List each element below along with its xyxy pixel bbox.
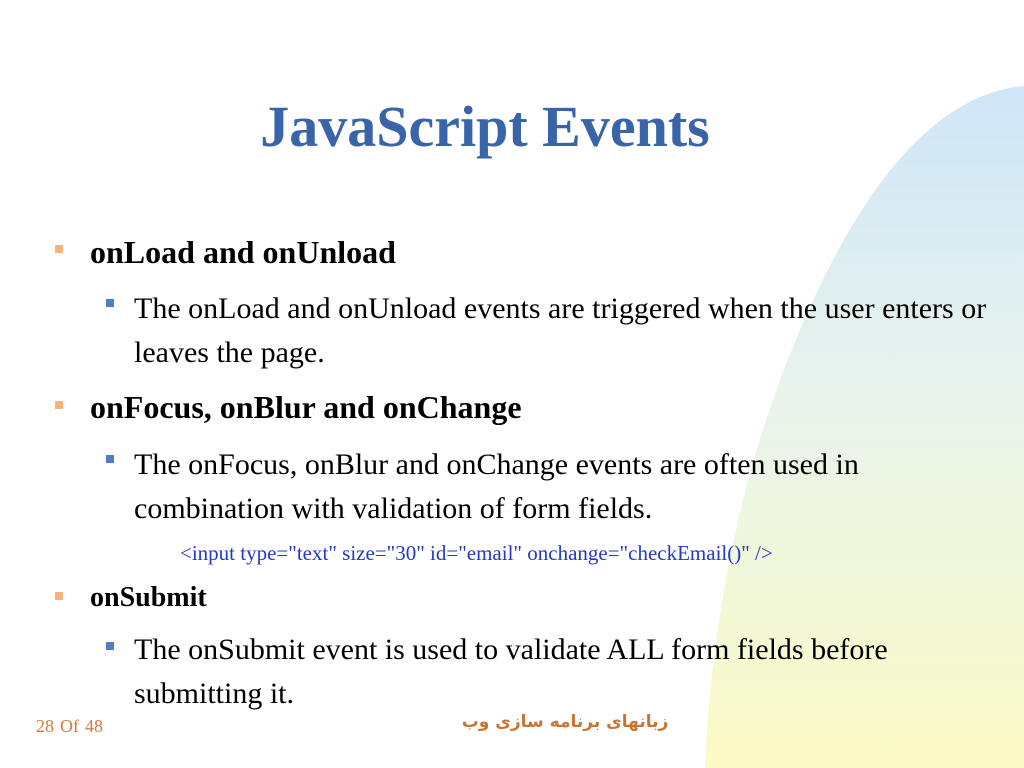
bullet-icon xyxy=(55,401,63,409)
bullet-heading-onload: onLoad and onUnload xyxy=(90,234,396,270)
bullet-icon xyxy=(55,245,63,253)
bullet-heading-onfocus: onFocus, onBlur and onChange xyxy=(90,389,522,425)
bullet-icon xyxy=(55,592,63,600)
bullet-text-onfocus: The onFocus, onBlur and onChange events are often used in combination with validation of form fields. xyxy=(134,448,859,525)
bullet-text-onload: The onLoad and onUnload events are triggered when the user enters or leaves the page. xyxy=(134,292,987,369)
page-total: 48 xyxy=(85,716,103,736)
page-of-label: Of xyxy=(60,716,79,736)
sub-bullet-icon xyxy=(106,642,114,650)
code-example: <input type="text" size="30" id="email" onchange="checkEmail()" /> xyxy=(180,541,773,565)
bullet-text-onsubmit: The onSubmit event is used to validate ALL form fields before submitting it. xyxy=(134,633,888,710)
slide-title: JavaScript Events xyxy=(260,94,710,159)
course-title: زبانهای برنامه سازی وب xyxy=(461,712,669,732)
sub-bullet-icon xyxy=(106,455,114,463)
page-current: 28 xyxy=(36,716,54,736)
page-number xyxy=(36,716,109,737)
bullet-heading-onsubmit: onSubmit xyxy=(90,582,207,613)
sub-bullet-icon xyxy=(106,299,114,307)
